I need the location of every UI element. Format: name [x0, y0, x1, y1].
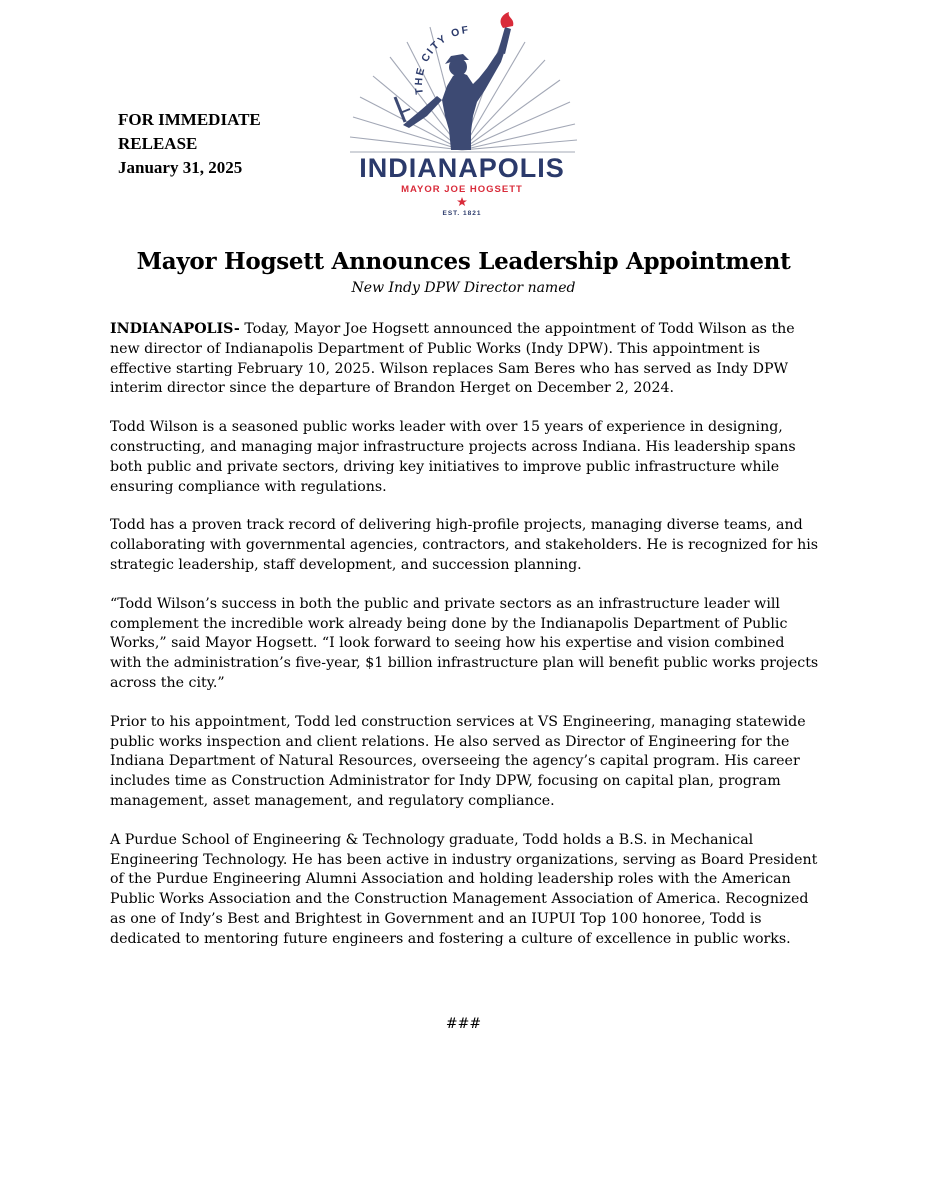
logo-top-text: THE CITY OF — [412, 23, 471, 96]
headline: Mayor Hogsett Announces Leadership Appointment — [136, 248, 791, 275]
release-date: January 31, 2025 — [118, 158, 243, 177]
city-logo — [345, 12, 580, 217]
logo-city-name: INDIANAPOLIS — [359, 153, 565, 183]
release-line-1: FOR IMMEDIATE — [118, 110, 261, 129]
release-line-2: RELEASE — [118, 134, 198, 153]
end-mark: ### — [445, 1016, 482, 1032]
paragraph-1-text: Today, Mayor Joe Hogsett announced the appointment of Todd Wilson as the new director of Indianapolis Department of Public Works (Indy DPW). This appointment is effective starting February 10, 2025. Wilson replaces Sam Beres who has served as Indy DPW interim director since the departure of Brandon Herget on December 2, 2024. — [110, 321, 795, 397]
logo-mayor-name: MAYOR JOE HOGSETT — [401, 184, 523, 195]
paragraph-1 — [110, 320, 820, 399]
subhead: New Indy DPW Director named — [351, 280, 576, 296]
torch-icon — [498, 12, 513, 54]
paragraph-5: Prior to his appointment, Todd led construction services at VS Engineering, managing statewide public works inspection and client relations. He also served as Director of Engineering for the Indiana Department of Natural Resources, overseeing the agency’s capital program. His career includes time as Construction Administrator for Indy DPW, focusing on capital plan, program management, asset management, and regulatory compliance. — [110, 713, 806, 809]
paragraph-2: Todd Wilson is a seasoned public works leader with over 15 years of experience in designing, constructing, and managing major infrastructure projects across Indiana. His leadership spans both public and private sectors, driving key initiatives to improve public infrastructure while ensuring compliance with regulations. — [110, 419, 796, 495]
paragraph-6: A Purdue School of Engineering & Technology graduate, Todd holds a B.S. in Mechanical Engineering Technology. He has been active in industry organizations, serving as Board President of the Purdue Engineering Alumni Association and holding leadership roles with the American Public Works Association and the Construction Management Association of America. Recognized as one of Indy’s Best and Brightest in Government and an IUPUI Top 100 honoree, Todd is dedicated to mentoring future engineers and fostering a culture of excellence in public works. — [110, 831, 818, 947]
star-icon — [457, 197, 467, 206]
press-release-body — [110, 320, 820, 969]
release-block — [118, 108, 261, 180]
logo-established: EST. 1821 — [442, 210, 482, 217]
paragraph-4: “Todd Wilson’s success in both the public and private sectors as an infrastructure leader will complement the incredible work already being done by the Indianapolis Department of Public Works,” said Mayor Hogsett. “I look forward to seeing how his expertise and vision combined with the administration’s five-year, $1 billion infrastructure plan will benefit public works projects across the city.” — [110, 595, 819, 691]
dateline: INDIANAPOLIS- — [110, 321, 240, 337]
paragraph-3: Todd has a proven track record of delivering high-profile projects, managing diverse teams, and collaborating with governmental agencies, contractors, and stakeholders. He is recognized for his strategic leadership, staff development, and succession planning. — [110, 517, 819, 573]
